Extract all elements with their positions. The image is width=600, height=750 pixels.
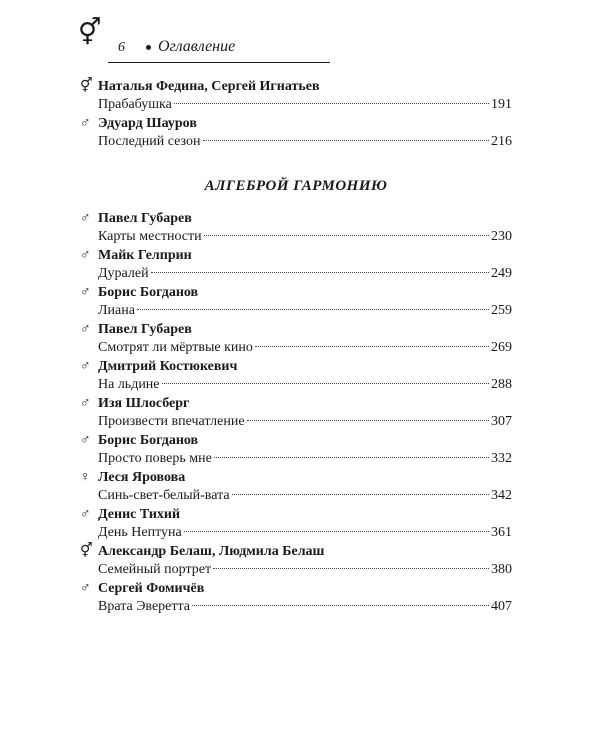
story-title: Последний сезон	[98, 134, 201, 149]
entry-story[interactable]	[80, 339, 512, 357]
entry-author: ♂ Павел Губарев	[80, 211, 192, 226]
entry-story[interactable]	[80, 133, 512, 151]
entry-story[interactable]	[80, 228, 512, 246]
story-title: Синь-свет-белый-вата	[98, 488, 230, 503]
entry-author: ♂ Сергей Фомичёв	[80, 581, 205, 596]
story-page: 230	[491, 229, 512, 244]
entry-author: ♂ Майк Гелприн	[80, 248, 192, 263]
toc-entry	[80, 284, 512, 320]
story-title: Лиана	[98, 303, 135, 318]
entry-story[interactable]	[80, 524, 512, 542]
entry-story[interactable]	[80, 413, 512, 431]
gender-symbol-icon: ♂	[80, 322, 91, 337]
story-page: 249	[491, 266, 512, 281]
toc-entry	[80, 358, 512, 394]
entry-author: ♂ Дмитрий Костюкевич	[80, 359, 238, 374]
entry-author: ♂ Эдуард Шауров	[80, 116, 197, 131]
entry-story[interactable]	[80, 598, 512, 616]
toc-entry	[80, 247, 512, 283]
story-title: Карты местности	[98, 229, 202, 244]
toc-entry	[80, 506, 512, 542]
gender-symbol-icon: ♂	[80, 433, 91, 448]
header-rule	[108, 62, 330, 63]
entry-story[interactable]	[80, 450, 512, 468]
entry-author: ♂ Борис Богданов	[80, 285, 199, 300]
entry-author: ♂ Павел Губарев	[80, 322, 192, 337]
entry-story[interactable]	[80, 302, 512, 320]
dot-leader	[255, 346, 489, 347]
entry-author: ♂ Изя Шлосберг	[80, 396, 190, 411]
story-page: 259	[491, 303, 512, 318]
dot-leader	[184, 531, 489, 532]
gender-symbol-icon: ♂	[80, 359, 91, 374]
story-title: Врата Эверетта	[98, 599, 191, 614]
story-title: Семейный портрет	[98, 562, 212, 577]
entry-author: ♀ Леся Яровова	[80, 470, 186, 485]
toc-entry	[80, 469, 512, 505]
story-page: 332	[491, 451, 512, 466]
gender-symbol-icon: ♂	[80, 507, 91, 522]
gender-symbol-icon: ♂	[80, 116, 91, 131]
dot-leader	[137, 309, 489, 310]
gender-symbol-icon: ♀	[80, 470, 91, 485]
gender-symbol-icon: ⚥	[80, 544, 93, 559]
dot-leader	[174, 103, 489, 104]
entry-story[interactable]	[80, 561, 512, 579]
gender-symbol-icon: ♂	[80, 285, 91, 300]
story-title: Просто поверь мне	[98, 451, 212, 466]
page-header	[78, 18, 288, 64]
gender-symbol-icon: ⚥	[78, 18, 102, 47]
story-page: 342	[491, 488, 512, 503]
entry-author: ♂ Борис Богданов	[80, 433, 199, 448]
dot-leader	[232, 494, 489, 495]
story-page: 288	[491, 377, 512, 392]
dot-leader	[192, 605, 489, 606]
toc-entry	[80, 115, 512, 151]
entry-author: ⚥ Наталья Федина, Сергей Игнатьев	[80, 79, 320, 94]
story-page: 216	[491, 134, 512, 149]
toc-section-a	[80, 78, 512, 152]
entry-story[interactable]	[80, 376, 512, 394]
page-title: Оглавление	[158, 38, 236, 55]
dot-leader	[151, 272, 489, 273]
gender-symbol-icon: ♂	[80, 581, 91, 596]
entry-author: ♂ Денис Тихий	[80, 507, 181, 522]
toc-entry	[80, 395, 512, 431]
toc-entry	[80, 580, 512, 616]
gender-symbol-icon: ♂	[80, 396, 91, 411]
story-title: Смотрят ли мёртвые кино	[98, 340, 253, 355]
dot-leader	[214, 457, 489, 458]
toc-entry	[80, 432, 512, 468]
story-page: 380	[491, 562, 512, 577]
story-page: 407	[491, 599, 512, 614]
entry-author: ⚥ Александр Белаш, Людмила Белаш	[80, 544, 325, 559]
toc-section-b	[80, 210, 512, 617]
page-number: 6	[118, 40, 125, 55]
gender-symbol-icon: ♂	[80, 248, 91, 263]
gender-symbol-icon: ⚥	[80, 79, 93, 94]
dot-leader	[204, 235, 489, 236]
story-title: Прабабушка	[98, 97, 172, 112]
gender-symbol-icon: ♂	[80, 211, 91, 226]
entry-story[interactable]	[80, 96, 512, 114]
story-page: 191	[491, 97, 512, 112]
dot-leader	[247, 420, 489, 421]
section-heading: АЛГЕБРОЙ ГАРМОНИЮ	[204, 178, 388, 194]
story-title: Произвести впечатление	[98, 414, 245, 429]
story-title: Дуралей	[98, 266, 149, 281]
dot-leader	[162, 383, 489, 384]
story-page: 307	[491, 414, 512, 429]
toc-entry	[80, 321, 512, 357]
story-title: День Нептуна	[98, 525, 182, 540]
story-page: 269	[491, 340, 512, 355]
toc-entry	[80, 543, 512, 579]
entry-story[interactable]	[80, 265, 512, 283]
toc-entry	[80, 210, 512, 246]
entry-story[interactable]	[80, 487, 512, 505]
story-page: 361	[491, 525, 512, 540]
story-title: На льдине	[98, 377, 160, 392]
dot-leader	[213, 568, 489, 569]
toc-entry	[80, 78, 512, 114]
dot-leader	[203, 140, 490, 141]
bullet-dot	[146, 45, 151, 50]
